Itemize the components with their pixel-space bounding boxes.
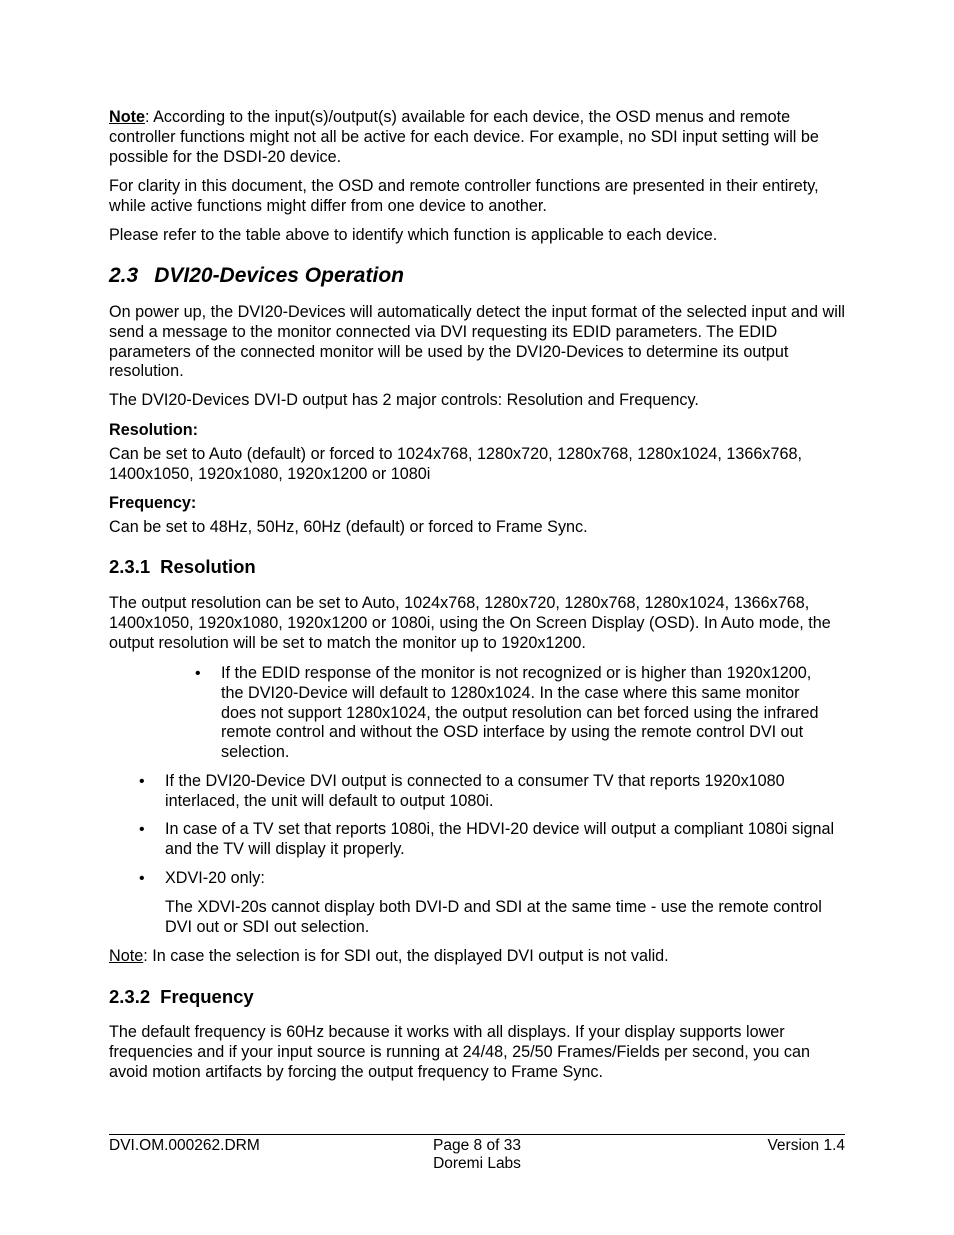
- clarity-text: For clarity in this document, the OSD and remote controller functions are presented in their entirety, while active functions might differ from one device to another.: [109, 177, 819, 215]
- bullet-dot: •: [139, 821, 145, 838]
- resolution-note: [109, 947, 846, 967]
- bullet-dot: •: [139, 870, 145, 887]
- section-2-3-heading: 2.3 DVI20-Devices Operation: [109, 264, 404, 287]
- footer-company: Doremi Labs: [433, 1155, 521, 1172]
- note-label: Note: [109, 947, 144, 965]
- bullet-dot: •: [139, 773, 145, 790]
- note-text: : According to the input(s)/output(s) available for each device, the OSD menus and remote controller functions might not all be active for each device. For example, no SDI input setting will be possible for the DSDI-20 device.: [109, 108, 819, 166]
- note-label: Note: [109, 108, 145, 126]
- refer-text: Please refer to the table above to identify which function is applicable to each device.: [109, 226, 718, 244]
- intro-note: [109, 108, 846, 167]
- frequency-text: Can be set to 48Hz, 50Hz, 60Hz (default) or forced to Frame Sync.: [109, 518, 588, 536]
- section-2-3-2-p1: The default frequency is 60Hz because it works with all displays. If your display supports lower frequencies and if your input source is running at 24/48, 25/50 Frames/Fields per second, you can avoid motion artifacts by forcing the output frequency to Frame Sync.: [109, 1023, 810, 1081]
- clarity-paragraph: [109, 177, 846, 217]
- refer-paragraph: [109, 226, 846, 246]
- list-item: If the EDID response of the monitor is not recognized or is higher than 1920x1200, the DVI20-Device will default to 1280x1024. In the case where this same monitor does not support 1280x1024, the output resolution can bet forced using the infrared remote control and without the OSD interface by using the remote control DVI out selection.: [221, 664, 819, 762]
- section-2-3-2-heading: 2.3.2 Frequency: [109, 986, 254, 1007]
- bullet-dot: •: [195, 665, 201, 682]
- resolution-label: Resolution:: [109, 421, 199, 439]
- xdvi-paragraph: The XDVI-20s cannot display both DVI-D and SDI at the same time - use the remote control DVI out or SDI out selection.: [165, 898, 822, 936]
- note-text: : In case the selection is for SDI out, the displayed DVI output is not valid.: [143, 947, 669, 965]
- section-2-3-1-p1: The output resolution can be set to Auto, 1024x768, 1280x720, 1280x768, 1280x1024, 1366x768, 1400x1050, 1920x1080, 1920x1200 or 1080i, using the On Screen Display (OSD). In Auto mode, the output resolution will be set to match the monitor up to 1920x1200.: [109, 594, 831, 652]
- list-item: If the DVI20-Device DVI output is connected to a consumer TV that reports 1920x1080 interlaced, the unit will default to output 1080i.: [165, 772, 785, 810]
- footer-doc-id: DVI.OM.000262.DRM: [109, 1137, 260, 1154]
- list-item: In case of a TV set that reports 1080i, the HDVI-20 device will output a compliant 1080i signal and the TV will display it properly.: [165, 820, 835, 858]
- list-item: XDVI-20 only:: [165, 869, 265, 887]
- footer-page-number: Page 8 of 33: [433, 1137, 521, 1154]
- frequency-label: Frequency:: [109, 494, 197, 512]
- section-2-3-1-heading: 2.3.1 Resolution: [109, 556, 256, 577]
- page-footer: [109, 1134, 845, 1175]
- section-2-3-p2: The DVI20-Devices DVI-D output has 2 major controls: Resolution and Frequency.: [109, 391, 699, 409]
- resolution-text: Can be set to Auto (default) or forced to 1024x768, 1280x720, 1280x768, 1280x1024, 1366x768, 1400x1050, 1920x1080, 1920x1200 or 1080i: [109, 445, 802, 483]
- footer-version: Version 1.4: [767, 1137, 845, 1154]
- section-2-3-p1: On power up, the DVI20-Devices will automatically detect the input format of the selected input and will send a message to the monitor connected via DVI requesting its EDID parameters. The EDID parameters of the connected monitor will be used by the DVI20-Devices to determine its output resolution.: [109, 303, 846, 381]
